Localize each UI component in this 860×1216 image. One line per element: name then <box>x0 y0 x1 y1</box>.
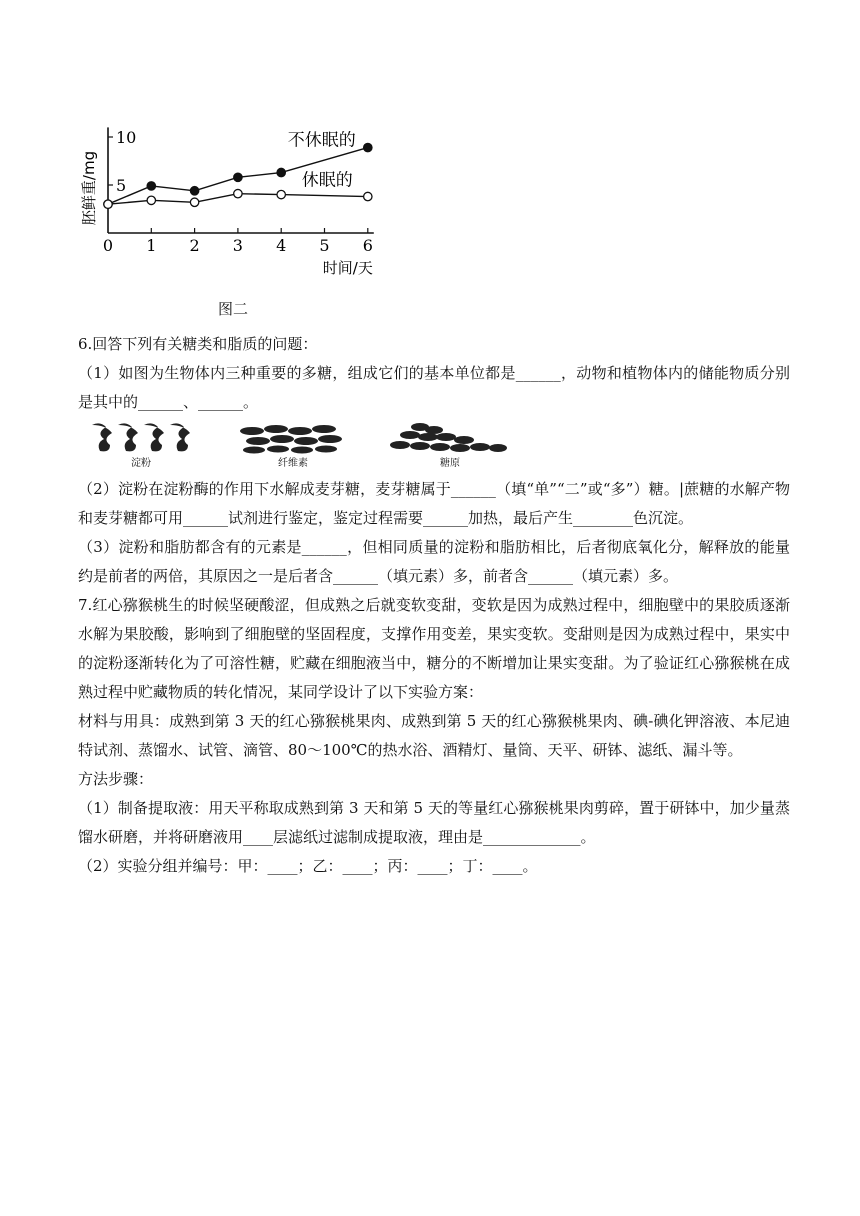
x-tick-label: 6 <box>362 236 373 255</box>
data-point <box>277 168 285 176</box>
y-axis-label: 胚鲜重/mg <box>80 150 98 226</box>
data-point <box>234 189 242 197</box>
glycogen-diagram <box>390 421 510 471</box>
question-6-part-2: （2）淀粉在淀粉酶的作用下水解成麦芽糖，麦芽糖属于______（填“单”“二”或“多”）糖。|蔗糖的水解产物和麦芽糖都可用______试剂进行鉴定，鉴定过程需要______加热，最后产生________色沉淀。 <box>78 480 790 527</box>
cellulose-label: 纤维素 <box>278 458 308 469</box>
question-7-intro: 7.红心猕猴桃生的时候坚硬酸涩，但成熟之后就变软变甜，变软是因为成熟过程中，细胞壁中的果胶质逐渐水解为果胶酸，影响到了细胞壁的坚固程度，支撑作用变差，果实变软。变甜则是因为成熟过程中，果实中的淀粉逐渐转化为了可溶性糖，贮藏在细胞液当中，糖分的不断增加让果实变甜。为了验证红心猕猴桃在成熟过程中贮藏物质的转化情况，某同学设计了以下实验方案： <box>78 596 790 701</box>
data-point <box>147 182 155 190</box>
x-axis-label: 时间/天 <box>322 259 373 277</box>
data-point <box>147 196 155 204</box>
question-6-part-3: （3）淀粉和脂肪都含有的元素是______，但相同质量的淀粉和脂肪相比，后者彻底氧化分，解释放的能量约是前者的两倍，其原因之一是后者含______（填元素）多，前者含______（填元素）多。 <box>78 538 790 585</box>
question-7-step-2: （2）实验分组并编号：甲：____；乙：____；丙：____；丁：____。 <box>78 857 538 875</box>
data-point <box>364 143 372 151</box>
question-6-title: 6.回答下列有关糖类和脂质的问题： <box>78 335 318 353</box>
question-7-step-1: （1）制备提取液：用天平称取成熟到第 3 天和第 5 天的等量红心猕猴桃果肉剪碎，置于研钵中，加少量蒸馏水研磨，并将研磨液用____层滤纸过滤制成提取液，理由是_____________。 <box>78 799 790 846</box>
data-point <box>364 192 372 200</box>
figure-caption: 图二 <box>218 300 249 318</box>
y-tick-label: 5 <box>116 176 127 195</box>
polysaccharide-figure <box>86 421 790 471</box>
question-7-materials: 材料与用具：成熟到第 3 天的红心猕猴桃果肉、成熟到第 5 天的红心猕猴桃果肉、碘-碘化钾溶液、本尼迪特试剂、蒸馏水、试管、滴管、80～100℃的热水浴、酒精灯、量筒、天平、研钵、滤纸、漏斗等。 <box>78 712 790 759</box>
x-tick-label: 1 <box>146 236 157 255</box>
series-label: 不休眠的 <box>287 130 356 151</box>
y-tick-label: 10 <box>116 128 137 147</box>
data-point <box>190 198 198 206</box>
x-tick-label: 2 <box>189 236 200 255</box>
x-tick-label: 0 <box>102 236 114 255</box>
question-7-method-title: 方法步骤： <box>78 770 154 788</box>
glycogen-label: 糖原 <box>440 458 460 469</box>
data-point <box>104 200 112 208</box>
data-point <box>190 187 198 195</box>
x-tick-label: 3 <box>232 236 243 255</box>
fresh-weight-line-chart <box>70 112 400 317</box>
data-point <box>277 190 285 198</box>
document-body <box>78 330 790 881</box>
cellulose-diagram <box>238 421 348 471</box>
series-label: 休眠的 <box>301 170 353 191</box>
starch-label: 淀粉 <box>131 458 151 469</box>
starch-diagram <box>86 421 196 471</box>
x-tick-label: 5 <box>319 236 330 255</box>
question-6-part-1: （1）如图为生物体内三种重要的多糖，组成它们的基本单位都是______，动物和植物体内的储能物质分别是其中的______、______。 <box>78 364 790 411</box>
x-tick-label: 4 <box>276 236 287 255</box>
data-point <box>234 173 242 181</box>
